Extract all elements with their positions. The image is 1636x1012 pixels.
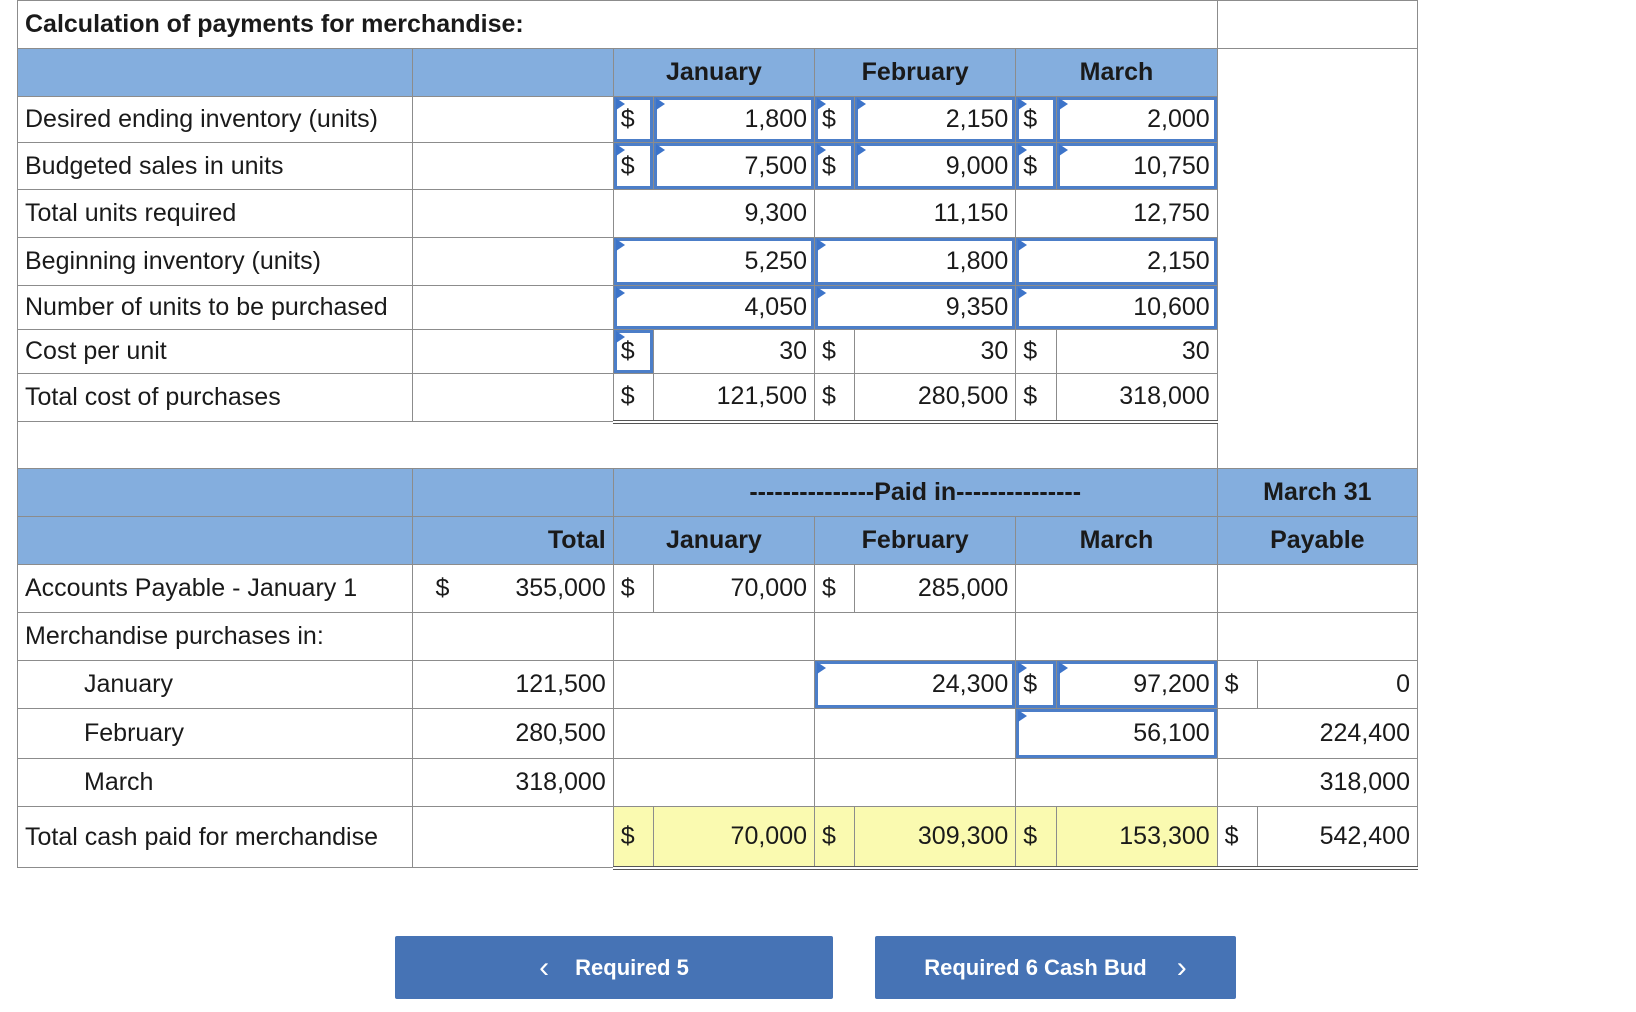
currency-sign[interactable]: $: [1016, 143, 1056, 190]
cash-paid-feb: 309,300: [855, 807, 1016, 868]
paid-february-header: February: [815, 517, 1016, 565]
row-label: Merchandise purchases in:: [18, 613, 413, 661]
row-label: February: [18, 709, 413, 759]
budgeted-sales-mar-input[interactable]: 10,750: [1056, 143, 1217, 190]
table-row: [18, 613, 1418, 661]
jan-purchases-total: 121,500: [413, 661, 613, 709]
units-purchased-feb-input[interactable]: 9,350: [815, 286, 1016, 330]
total-units-feb: 11,150: [815, 190, 1016, 238]
row-label: Cost per unit: [18, 330, 413, 374]
prev-button-label: Required 5: [575, 954, 689, 980]
ap-total: 355,000: [515, 574, 606, 602]
feb-purchases-payable: 224,400: [1217, 709, 1417, 759]
paid-in-header: ---------------Paid in---------------: [613, 469, 1217, 517]
table-row: [18, 565, 1418, 613]
total-cost-jan: 121,500: [654, 374, 815, 422]
cash-paid-payable: 542,400: [1258, 807, 1418, 868]
total-header: Total: [413, 517, 613, 565]
currency-sign: $: [815, 807, 855, 868]
currency-sign: $: [1217, 807, 1257, 868]
march31-header: March 31: [1217, 469, 1417, 517]
table-row: [18, 143, 1418, 190]
total-units-jan: 9,300: [613, 190, 814, 238]
currency-sign: $: [1217, 661, 1257, 709]
row-label: Desired ending inventory (units): [18, 97, 413, 143]
table-row: [18, 190, 1418, 238]
table-row: [18, 661, 1418, 709]
currency-sign: $: [1016, 807, 1056, 868]
ending-inventory-jan-input[interactable]: 1,800: [654, 97, 815, 143]
currency-sign[interactable]: $: [613, 330, 653, 374]
cost-per-unit-jan: 30: [654, 330, 815, 374]
feb-purchases-mar-input[interactable]: 56,100: [1016, 709, 1217, 759]
table-row: [18, 286, 1418, 330]
currency-sign: $: [1016, 374, 1056, 422]
currency-sign: $: [613, 807, 653, 868]
payable-header: Payable: [1217, 517, 1417, 565]
table-row: [18, 330, 1418, 374]
budgeted-sales-feb-input[interactable]: 9,000: [855, 143, 1016, 190]
row-label: Total cost of purchases: [18, 374, 413, 422]
jan-purchases-mar-input[interactable]: 97,200: [1056, 661, 1217, 709]
chevron-right-icon: ›: [1176, 950, 1187, 984]
row-label: Total cash paid for merchandise: [18, 807, 413, 868]
jan-purchases-payable: 0: [1258, 661, 1418, 709]
currency-sign: $: [435, 574, 450, 602]
next-button-label: Required 6 Cash Bud: [924, 954, 1147, 980]
row-label: Beginning inventory (units): [18, 238, 413, 286]
row-label: Accounts Payable - January 1: [18, 565, 413, 613]
total-cost-feb: 280,500: [855, 374, 1016, 422]
units-purchased-mar-input[interactable]: 10,600: [1016, 286, 1217, 330]
ending-inventory-mar-input[interactable]: 2,000: [1056, 97, 1217, 143]
table-row: [18, 709, 1418, 759]
spacer-row: [18, 422, 1418, 469]
paid-january-header: January: [613, 517, 814, 565]
beginning-inventory-feb-input[interactable]: 1,800: [815, 238, 1016, 286]
total-units-mar: 12,750: [1016, 190, 1217, 238]
ap-paid-jan: 70,000: [654, 565, 815, 613]
table-row: [18, 97, 1418, 143]
table-row: [18, 807, 1418, 868]
currency-sign[interactable]: $: [1016, 661, 1056, 709]
cost-per-unit-feb: 30: [855, 330, 1016, 374]
month-header-march: March: [1016, 49, 1217, 97]
month-header-january: January: [613, 49, 814, 97]
ap-paid-feb: 285,000: [855, 565, 1016, 613]
currency-sign: $: [815, 565, 855, 613]
currency-sign[interactable]: $: [815, 97, 855, 143]
row-label: January: [18, 661, 413, 709]
currency-sign[interactable]: $: [815, 143, 855, 190]
mar-purchases-total: 318,000: [413, 759, 613, 807]
budgeted-sales-jan-input[interactable]: 7,500: [654, 143, 815, 190]
beginning-inventory-jan-input[interactable]: 5,250: [613, 238, 814, 286]
row-label: March: [18, 759, 413, 807]
cash-paid-mar: 153,300: [1056, 807, 1217, 868]
page-title: Calculation of payments for merchandise:: [18, 1, 1218, 49]
currency-sign: $: [815, 374, 855, 422]
currency-sign: $: [1016, 330, 1056, 374]
currency-sign: $: [613, 565, 653, 613]
row-label: Number of units to be purchased: [18, 286, 413, 330]
merchandise-table: [17, 0, 1418, 870]
ending-inventory-feb-input[interactable]: 2,150: [855, 97, 1016, 143]
next-required-button[interactable]: [875, 936, 1236, 999]
month-header-february: February: [815, 49, 1016, 97]
table-row: [18, 374, 1418, 422]
currency-sign[interactable]: $: [613, 97, 653, 143]
currency-sign: $: [815, 330, 855, 374]
cash-paid-jan: 70,000: [654, 807, 815, 868]
total-cost-mar: 318,000: [1056, 374, 1217, 422]
currency-sign: $: [613, 374, 653, 422]
paid-march-header: March: [1016, 517, 1217, 565]
row-label: Budgeted sales in units: [18, 143, 413, 190]
table-row: [18, 759, 1418, 807]
units-purchased-jan-input[interactable]: 4,050: [613, 286, 814, 330]
beginning-inventory-mar-input[interactable]: 2,150: [1016, 238, 1217, 286]
mar-purchases-payable: 318,000: [1217, 759, 1417, 807]
prev-required-button[interactable]: [395, 936, 833, 999]
table-row: [18, 238, 1418, 286]
currency-sign[interactable]: $: [613, 143, 653, 190]
payments-worksheet: [17, 0, 1418, 870]
row-label: Total units required: [18, 190, 413, 238]
cost-per-unit-mar: 30: [1056, 330, 1217, 374]
jan-purchases-feb-input[interactable]: 24,300: [815, 661, 1016, 709]
currency-sign[interactable]: $: [1016, 97, 1056, 143]
chevron-left-icon: ‹: [539, 950, 550, 984]
feb-purchases-total: 280,500: [413, 709, 613, 759]
